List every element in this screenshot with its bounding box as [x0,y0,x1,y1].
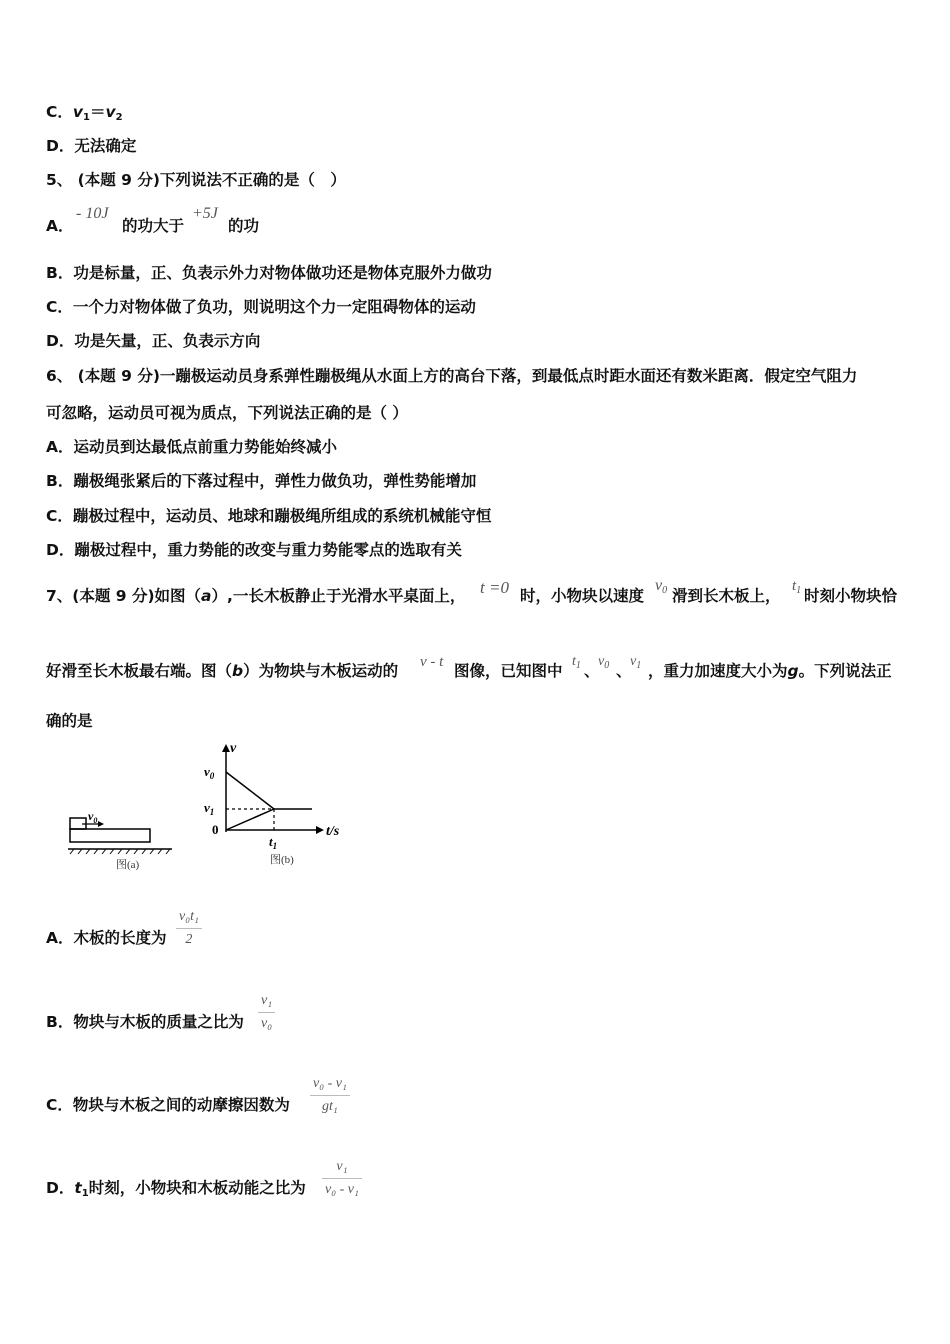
math-v1: $v_1$ [630,654,642,671]
denominator: gt₁ [322,1099,338,1114]
stem-text: 7、(本题 9 分)如图（a）,一长木板静止于光滑水平桌面上， [46,587,466,605]
q7-stem-line2 [46,652,906,692]
numerator: v₀t₁ [176,906,202,929]
v1-subscript: 1 [83,112,90,123]
option-label: C． [46,103,73,121]
numerator: v₁ [322,1156,362,1179]
stem-text: 滑到长木板上， [672,587,781,605]
figure-b [204,741,340,866]
q6-stem-line1: 6、 (本题 9 分)一蹦极运动员身系弹性蹦极绳从水面上方的高台下落，到最低点时距水面还有数米距离．假定空气阻力 [46,367,858,385]
option-text: A．木板的长度为 [46,929,167,947]
fig-b-caption: 图(b) [270,854,294,866]
q6-option-c: C．蹦极过程中，运动员、地球和蹦极绳所组成的系统机械能守恒 [46,507,492,525]
fraction-kinetic-energy-ratio [322,1156,362,1201]
stem-text: ，重力加速度大小为g。下列说法正 [648,662,892,680]
stem-text: 好滑至长木板最右端。图（b）为物块与木板运动的 [46,662,399,680]
denominator: v₀ [261,1016,273,1031]
velocity-arrowhead [98,821,104,827]
option-text: B．物块与木板的质量之比为 [46,1013,244,1031]
fraction-friction-coefficient [310,1073,350,1118]
q7-figures [60,736,360,876]
fraction-v1-over-v0 [258,990,275,1035]
option-text: 的功大于 [122,217,185,235]
numerator: v₁ [258,990,275,1013]
option-text: C．物块与木板之间的动摩擦因数为 [46,1096,290,1114]
fig-b-v0-label: $v_0$ [204,764,215,781]
stem-text: 时，小物块以速度 [520,587,645,605]
option-text: D．$t_1$时刻，小物块和木板动能之比为 [46,1179,306,1199]
q6-stem-line2: 可忽略，运动员可视为质点，下列说法正确的是（ ） [46,404,408,422]
v2-symbol: v [105,103,116,121]
q7-stem-line3: 确的是 [46,712,93,730]
math-t1: $t_1$ [792,578,802,596]
q5-option-c: C．一个力对物体做了负功，则说明这个力一定阻碍物体的运动 [46,298,476,316]
fig-a-caption: 图(a) [116,859,140,871]
numerator: v₀ - v₁ [310,1073,350,1096]
board-velocity-line [226,809,274,830]
q6-option-a: A．运动员到达最低点前重力势能始终减小 [46,438,337,456]
v2-subscript: 2 [115,112,123,123]
v1-symbol: v [72,103,83,121]
math-t1: $t_1$ [572,654,581,671]
fraction-v0t1-over-2 [176,906,202,951]
math-v0: $v_0$ [655,577,668,596]
math-neg10J: - 10J [76,205,109,222]
fig-a-v0-label: $v_0$ [88,809,98,825]
math-v-t: v - t [420,654,444,670]
stem-text: 图像，已知图中 [454,662,563,680]
math-pos5J: +5J [192,205,218,222]
math-t-equals-0: t =0 [480,578,509,597]
v-axis-arrow [222,744,230,752]
q5-option-d: D．功是矢量，正、负表示方向 [46,332,261,350]
fig-b-zero-label: 0 [212,822,219,837]
separator: 、 [616,662,632,680]
q5-stem: 5、 (本题 9 分)下列说法不正确的是（ ） [46,171,346,189]
stem-text: 时刻小物块恰 [804,587,898,605]
long-board [70,829,150,842]
block-velocity-line [226,772,274,809]
t-axis-label: t/s [326,824,340,839]
fig-b-t1-label: $t_1$ [269,834,278,851]
q6-option-b: B．蹦极绳张紧后的下落过程中，弹性力做负功，弹性势能增加 [46,472,477,490]
q7-stem-line1 [46,576,906,616]
denominator: 2 [185,932,193,947]
equals-sign: ＝ [89,103,106,121]
v-axis-label: v [230,741,237,756]
option-label: A． [46,217,74,235]
option-c-prev [46,102,123,128]
option-d-prev: D．无法确定 [46,137,137,155]
option-text: 的功 [228,217,260,235]
t-axis-arrow [316,826,324,834]
fig-b-v1-label: $v_1$ [204,800,215,817]
q5-option-b: B．功是标量，正、负表示外力对物体做功还是物体克服外力做功 [46,264,492,282]
separator: 、 [584,662,600,680]
figure-a [68,809,172,871]
denominator: v₀ - v₁ [325,1182,359,1197]
math-v0: $v_0$ [598,654,610,671]
q6-option-d: D．蹦极过程中，重力势能的改变与重力势能零点的选取有关 [46,541,462,559]
